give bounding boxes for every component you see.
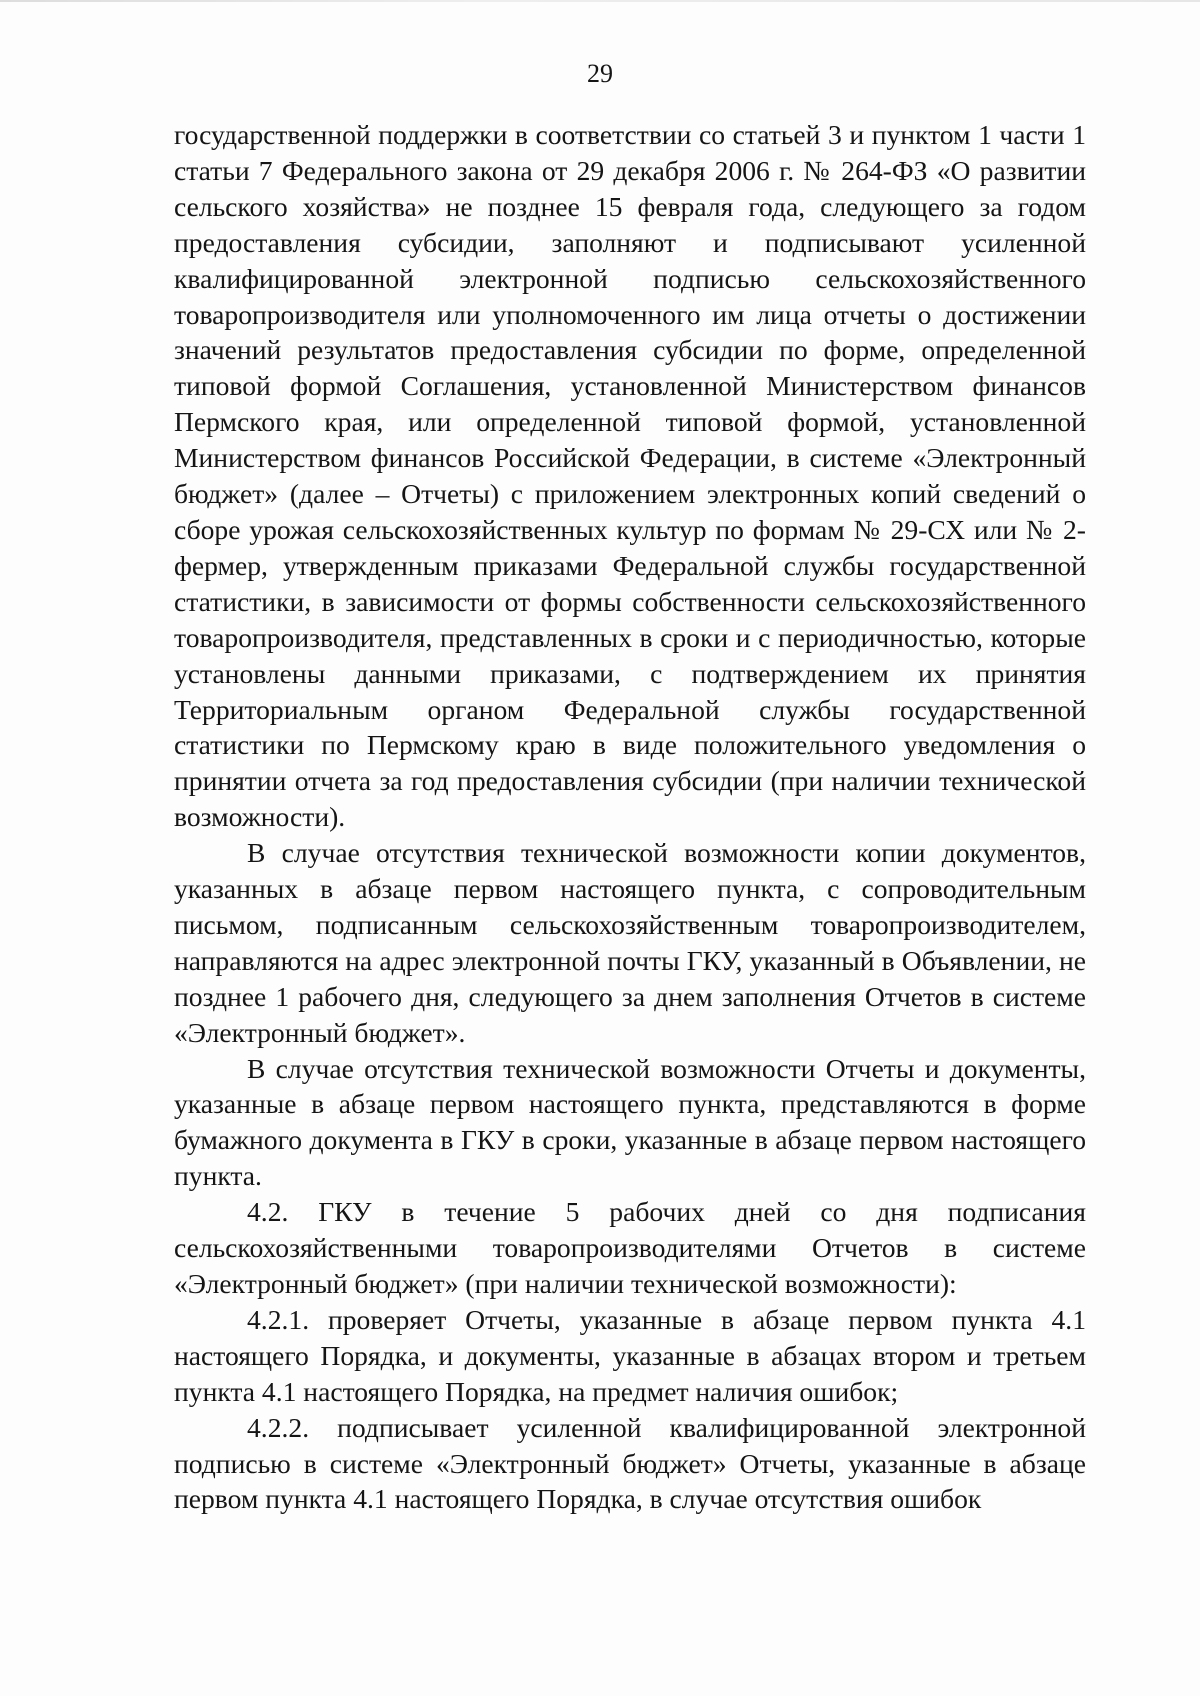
paragraph-4-2-1: 4.2.1. проверяет Отчеты, указанные в абзаце первом пункта 4.1 настоящего Порядка, и документы, указанные в абзацах втором и третьем пункта 4.1 настоящего Порядка, на предмет наличия ошибок; — [174, 1303, 1086, 1407]
paragraph-no-technical-possibility-copies: В случае отсутствия технической возможности копии документов, указанных в абзаце первом настоящего пункта, с сопроводительным письмом, подписанным сельскохозяйственным товаропроизводителем, направляются на адрес электронной почты ГКУ, указанный в Объявлении, не позднее 1 рабочего дня, следующего за днем заполнения Отчетов в системе «Электронный бюджет». — [174, 837, 1086, 1048]
paragraph-4-2: 4.2. ГКУ в течение 5 рабочих дней со дня подписания сельскохозяйственными товаропроизводителями Отчетов в системе «Электронный бюджет» (при наличии технической возможности): — [174, 1196, 1086, 1299]
scan-top-edge — [0, 0, 1200, 2]
paragraph-continuation: государственной поддержки в соответствии со статьей 3 и пунктом 1 части 1 статьи 7 Федерального закона от 29 декабря 2006 г. № 264-ФЗ «О развитии сельского хозяйства» не позднее 15 февраля года, следующего за годом предоставления субсидии, заполняют и подписывают усиленной квалифицированной электронной подписью сельскохозяйственного товаропроизводителя или уполномоченного им лица отчеты о достижении значений результатов предоставления субсидии по форме, определенной типовой формой Соглашения, установленной Министерством финансов Пермского края, или определенной типовой формой, установленной Министерством финансов Российской Федерации, в системе «Электронный бюджет» (далее – Отчеты) с приложением электронных копий сведений о сборе урожая сельскохозяйственных культур по формам № 29-СХ или № 2-фермер, утвержденным приказами Федеральной службы государственной статистики, в зависимости от формы собственности сельскохозяйственного товаропроизводителя, представленных в сроки и с периодичностью, которые установлены данными приказами, с подтверждением их принятия Территориальным органом Федеральной службы государственной статистики по Пермскому краю в виде положительного уведомления о принятии отчета за год предоставления субсидии (при наличии технической возможности). — [174, 119, 1086, 833]
page-number: 29 — [587, 59, 613, 88]
document-body — [174, 117, 1086, 1517]
paragraph-4-2-2: 4.2.2. подписывает усиленной квалифицированной электронной подписью в системе «Электронный бюджет» Отчеты, указанные в абзаце первом пункта 4.1 настоящего Порядка, в случае отсутствия ошибок — [174, 1411, 1086, 1515]
paragraph-paper-reports: В случае отсутствия технической возможности Отчеты и документы, указанные в абзаце первом настоящего пункта, представляются в форме бумажного документа в ГКУ в сроки, указанные в абзаце первом настоящего пункта. — [174, 1052, 1086, 1192]
